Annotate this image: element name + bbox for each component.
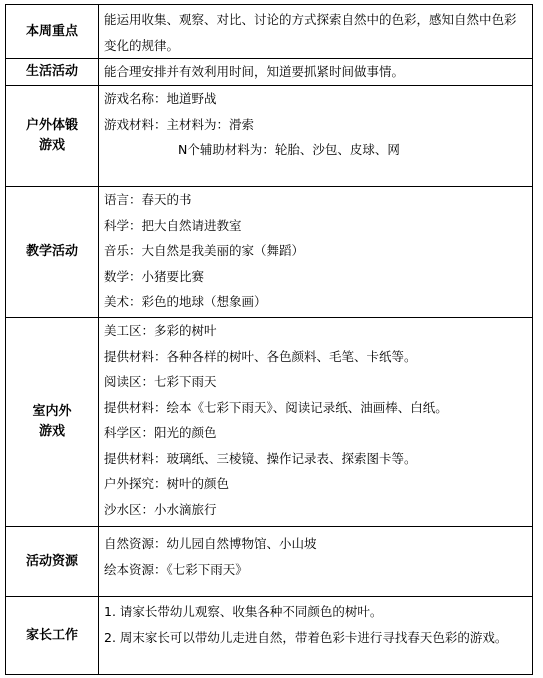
content-line: 户外探究：树叶的颜色	[104, 476, 230, 491]
table-row-teaching	[6, 187, 533, 318]
label-line: 游戏	[38, 138, 65, 153]
table-row-parent-work	[6, 597, 533, 675]
content-line: 提供材料：玻璃纸、三棱镜、操作记录表、探索图卡等。	[104, 450, 417, 466]
row-label-resources: 活动资源	[6, 527, 99, 597]
content-line: 阅读区：七彩下雨天	[104, 374, 217, 389]
row-content-parent-work	[99, 597, 533, 675]
row-content-indoor-outdoor-games	[99, 318, 533, 527]
content-line: 游戏材料：主材料为：滑索	[104, 116, 255, 132]
content-line: 1. 请家长带幼儿观察、收集各种不同颜色的树叶。	[104, 604, 383, 619]
row-content-outdoor-games	[99, 86, 533, 187]
table-row-indoor-outdoor-games	[6, 318, 533, 527]
row-label-teaching: 教学活动	[6, 187, 99, 318]
content-line: 科学区：阳光的颜色	[104, 425, 217, 440]
label-line: 户外体锻	[25, 118, 78, 133]
weekly-plan-table	[5, 4, 533, 675]
content-line: 游戏名称：地道野战	[104, 91, 217, 106]
content-line: 沙水区：小水滴旅行	[104, 501, 217, 517]
content-line: 科学：把大自然请进教室	[104, 217, 242, 233]
content-line: 语言：春天的书	[104, 192, 192, 207]
row-label-weekly-focus: 本周重点	[6, 5, 99, 59]
row-content-daily-life	[99, 59, 533, 86]
row-label-indoor-outdoor-games	[6, 318, 99, 527]
content-line: 绘本资源：《七彩下雨天》	[104, 561, 248, 577]
content-line: 2. 周末家长可以带幼儿走进自然，带着色彩卡进行寻找春天色彩的游戏。	[104, 629, 508, 645]
content-line: 自然资源：幼儿园自然博物馆、小山坡	[104, 536, 317, 551]
content-line: 提供材料：各种各样的树叶、各色颜料、毛笔、卡纸等。	[104, 348, 417, 364]
table-row-outdoor-games	[6, 86, 533, 187]
table-row-resources	[6, 527, 533, 597]
row-label-parent-work: 家长工作	[6, 597, 99, 675]
row-content-teaching	[99, 187, 533, 318]
label-line: 游戏	[38, 424, 65, 439]
table-row-daily-life	[6, 59, 533, 86]
content-line: 能运用收集、观察、对比、讨论的方式探索自然中的色彩，感知自然中色彩变化的规律。	[104, 12, 517, 53]
row-content-resources	[99, 527, 533, 597]
content-line: 数学：小猪要比赛	[104, 268, 205, 284]
content-line: 能合理安排并有效利用时间，知道要抓紧时间做事情。	[104, 64, 405, 79]
label-line: 室内外	[32, 404, 72, 419]
content-line: 音乐：大自然是我美丽的家（舞蹈）	[104, 243, 305, 258]
row-label-outdoor-games	[6, 86, 99, 187]
row-label-daily-life: 生活活动	[6, 59, 99, 86]
table-row-weekly-focus	[6, 5, 533, 59]
content-line: N个辅助材料为：轮胎、沙包、皮球、网	[178, 142, 400, 157]
content-line: 美工区：多彩的树叶	[104, 323, 217, 338]
row-content-weekly-focus	[99, 5, 533, 59]
content-line: 美术：彩色的地球（想象画）	[104, 294, 267, 309]
content-line: 提供材料：绘本《七彩下雨天》、阅读记录纸、油画棒、白纸。	[104, 399, 448, 415]
